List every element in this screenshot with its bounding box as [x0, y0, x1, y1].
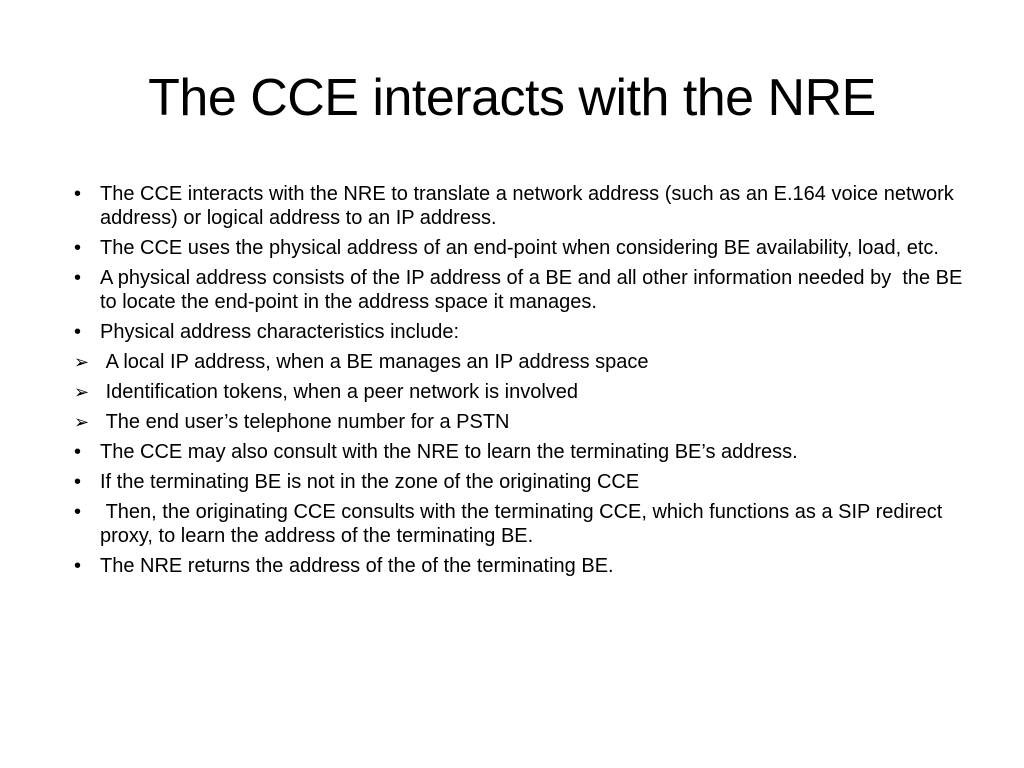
bullet-dot-icon — [70, 320, 100, 344]
bullet-arrow-icon — [70, 380, 100, 404]
bullet-arrow-icon — [70, 350, 100, 374]
bullet-text: Then, the originating CCE consults with the terminating CCE, which functions as a SIP redirect proxy, to learn the address of the terminating BE. — [100, 501, 948, 547]
bullet-dot-icon — [70, 440, 100, 464]
bullet-dot-icon — [70, 236, 100, 260]
bullet-text: Identification tokens, when a peer network is involved — [100, 381, 579, 403]
slide-title: The CCE interacts with the NRE — [148, 69, 876, 127]
bullet-text: Physical address characteristics include: — [100, 321, 460, 343]
bullet-text: If the terminating BE is not in the zone of the originating CCE — [100, 471, 640, 493]
bullet-text: The NRE returns the address of the of the terminating BE. — [100, 555, 614, 577]
bullet-dot-icon — [70, 554, 100, 578]
list-item — [70, 554, 970, 578]
bullet-dot-icon — [70, 470, 100, 494]
list-item — [70, 266, 970, 314]
list-item — [70, 440, 970, 464]
list-item — [70, 380, 970, 404]
list-item — [70, 320, 970, 344]
bullet-dot-icon — [70, 182, 100, 206]
list-item — [70, 500, 970, 548]
bullet-dot-icon — [70, 500, 100, 524]
list-item — [70, 182, 970, 230]
bullet-text: A local IP address, when a BE manages an IP address space — [100, 351, 649, 373]
bullet-text: The CCE interacts with the NRE to translate a network address (such as an E.164 voice network address) or logical address to an IP address. — [100, 183, 960, 229]
bullet-text: A physical address consists of the IP address of a BE and all other information needed by the BE to locate the end-point in the address space it manages. — [100, 267, 968, 313]
bullet-text: The end user’s telephone number for a PSTN — [100, 411, 510, 433]
bullet-arrow-icon — [70, 410, 100, 434]
bullet-text: The CCE may also consult with the NRE to learn the terminating BE’s address. — [100, 441, 798, 463]
bullet-text: The CCE uses the physical address of an end-point when considering BE availability, load, etc. — [100, 237, 939, 259]
list-item — [70, 410, 970, 434]
list-item — [70, 470, 970, 494]
bullet-list — [70, 182, 970, 584]
list-item — [70, 236, 970, 260]
list-item — [70, 350, 970, 374]
bullet-dot-icon — [70, 266, 100, 290]
